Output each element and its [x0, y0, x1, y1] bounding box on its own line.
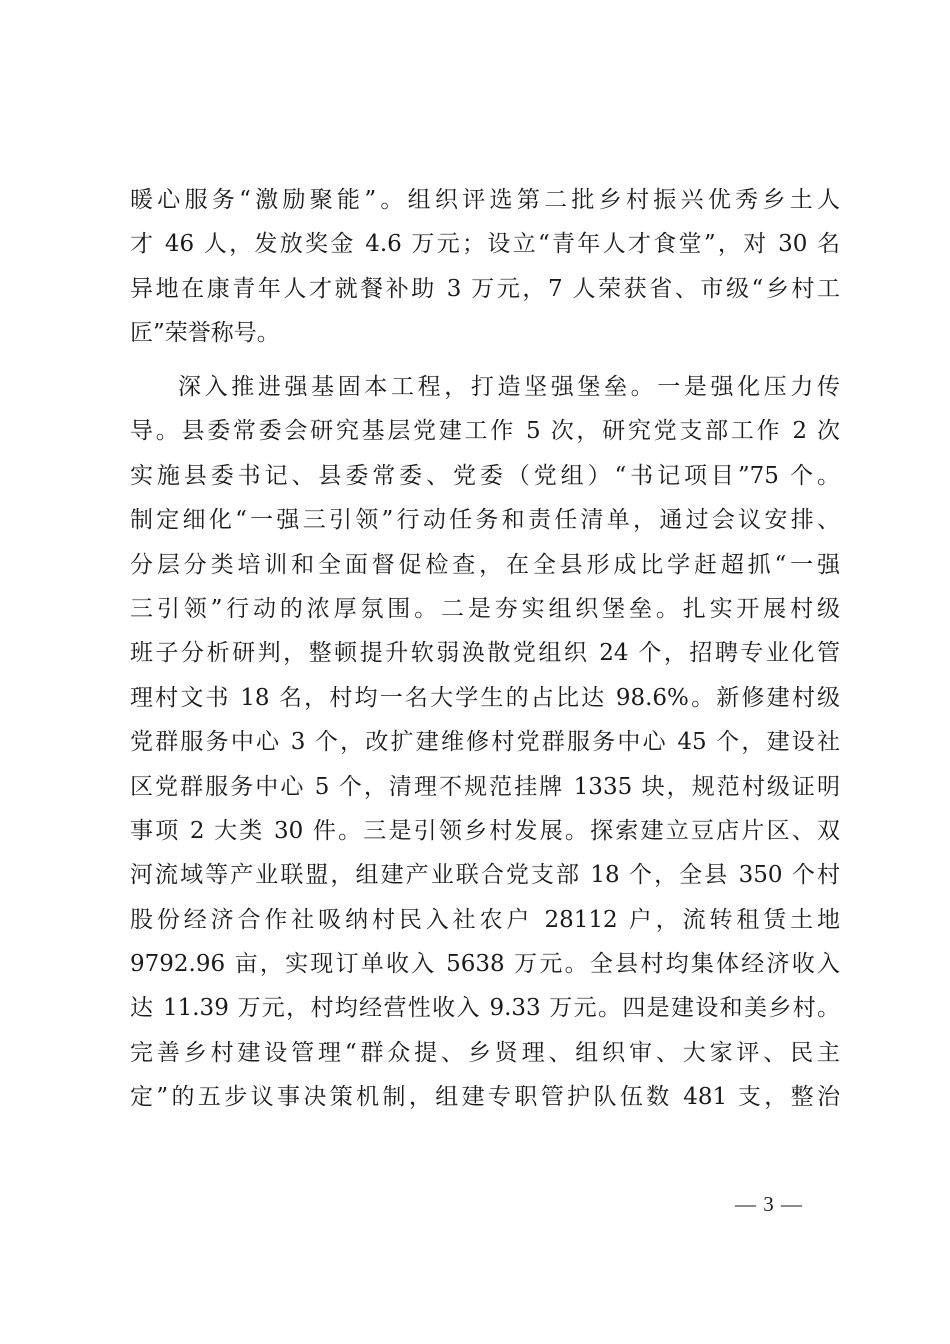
text-line: 达 11.39 万元，村均经营性收入 9.33 万元。四是建设和美乡村。	[130, 995, 840, 1022]
text-line: 异地在康青年人才就餐补助 3 万元，7 人荣获省、市级“乡村工	[130, 275, 840, 302]
text-line: 完善乡村建设管理“群众提、乡贤理、组织审、大家评、民主	[130, 1039, 840, 1066]
text-line: 才 46 人，发放奖金 4.6 万元；设立“青年人才食堂”，对 30 名	[130, 231, 840, 258]
text-line: 三引领”行动的浓厚氛围。二是夯实组织堡垒。扎实开展村级	[130, 595, 840, 622]
text-line: 理村文书 18 名，村均一名大学生的占比达 98.6%。新修建村级	[130, 684, 840, 711]
text-line: 班子分析研判，整顿提升软弱涣散党组织 24 个，招聘专业化管	[130, 640, 840, 667]
paragraph-talent-services	[130, 178, 840, 356]
text-line: 事项 2 大类 30 件。三是引领乡村发展。探索建立豆店片区、双	[130, 817, 840, 844]
text-line: 深入推进强基固本工程，打造坚强堡垒。一是强化压力传	[178, 374, 840, 400]
text-line: 区党群服务中心 5 个，清理不规范挂牌 1335 块，规范村级证明	[130, 773, 840, 800]
text-line: 河流域等产业联盟，组建产业联合党支部 18 个，全县 350 个村	[130, 862, 840, 889]
text-line: 党群服务中心 3 个，改扩建维修村党群服务中心 45 个，建设社	[130, 729, 840, 756]
text-line: 定”的五步议事决策机制，组建专职管护队伍数 481 支，整治	[130, 1084, 840, 1111]
text-line: 制定细化“一强三引领”行动任务和责任清单，通过会议安排、	[130, 507, 840, 534]
text-line: 股份经济合作社吸纳村民入社农户 28112 户，流转租赁土地	[130, 906, 840, 933]
text-line: 暖心服务“激励聚能”。组织评选第二批乡村振兴优秀乡土人	[130, 187, 840, 213]
text-line: 实施县委书记、县委常委、党委（党组）“书记项目”75 个。	[130, 462, 840, 489]
text-line: 导。县委常委会研究基层党建工作 5 次，研究党支部工作 2 次	[130, 418, 840, 445]
page-number: — 3 —	[735, 1192, 803, 1216]
text-line: 匠”荣誉称号。	[130, 320, 280, 347]
paragraph-grassroots-project	[130, 365, 840, 1120]
text-line: 9792.96 亩，实现订单收入 5638 万元。全县村均集体经济收入	[130, 951, 840, 978]
text-line: 分层分类培训和全面督促检查，在全县形成比学赶超抓“一强	[130, 551, 840, 578]
